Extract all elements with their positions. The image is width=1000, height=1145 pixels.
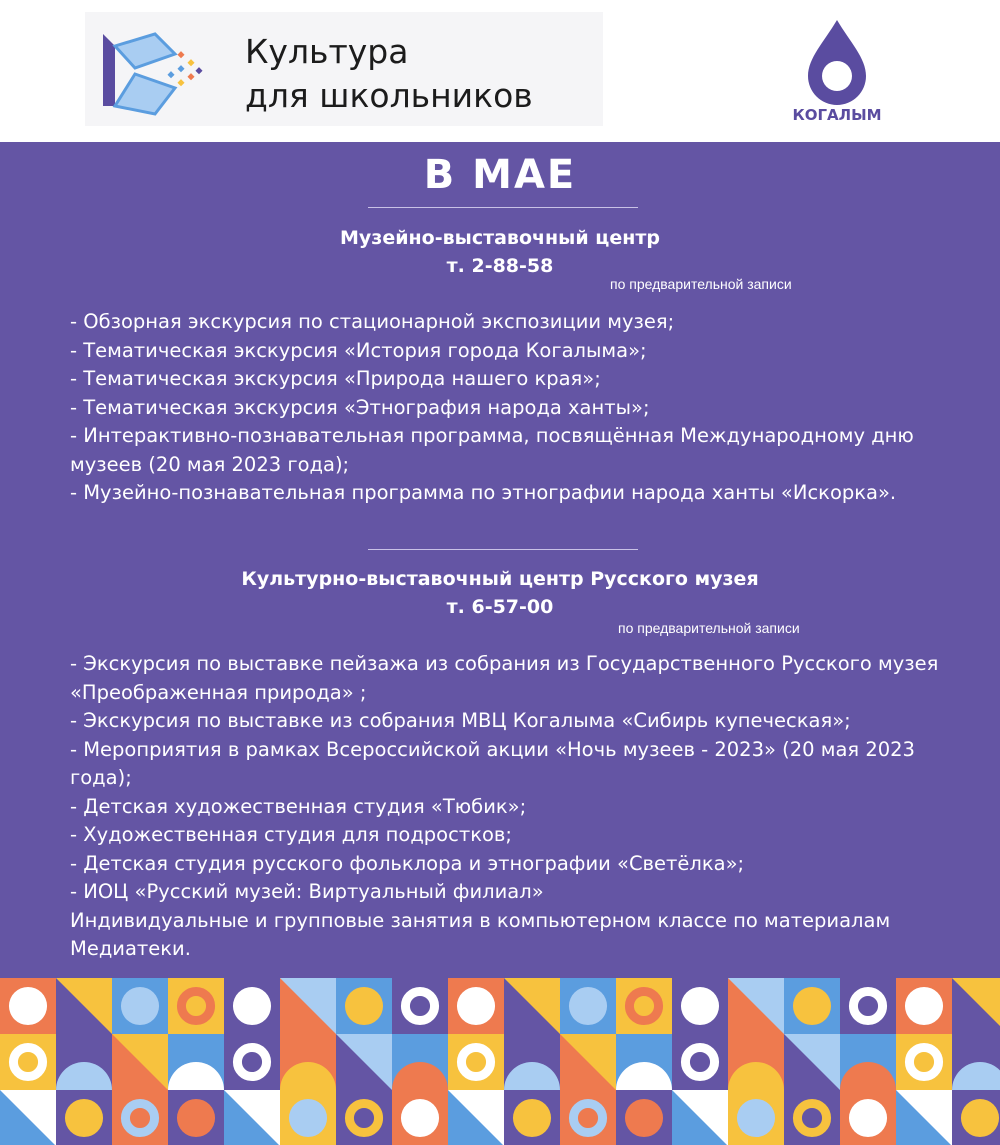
brand-logo [85,12,603,126]
pattern-tile [728,1034,784,1090]
pattern-tile [896,1034,952,1090]
pattern-tile [616,978,672,1034]
pattern-tile [952,1090,1000,1145]
section-2-phone: т. 6-57-00 [446,596,554,618]
section-1-note: по предварительной записи [610,276,792,292]
pattern-tile [896,1090,952,1145]
section-1-list [70,308,950,508]
pattern-tile [616,1090,672,1145]
drop-icon [782,18,892,108]
pattern-tile [280,1034,336,1090]
pattern-tile [392,1034,448,1090]
pattern-tile [168,1034,224,1090]
pattern-tile [560,1090,616,1145]
pattern-tile [672,1090,728,1145]
pattern-tile [168,978,224,1034]
pattern-tile [336,978,392,1034]
pattern-tile [224,1090,280,1145]
list-item: - Интерактивно-познавательная программа, посвящённая Международному дню музеев (20 мая 2023 года); [70,424,914,476]
list-item: - Детская художественная студия «Тюбик»; [70,794,527,818]
list-item: - Художественная студия для подростков; [70,823,512,846]
pattern-tile [952,978,1000,1034]
pattern-tile [504,1090,560,1145]
pattern-tile [672,1034,728,1090]
pattern-tile [336,1090,392,1145]
pattern-tile [504,978,560,1034]
pattern-tile [0,1034,56,1090]
brand-name [245,30,533,118]
pattern-tile [672,978,728,1034]
brand-logo-icon [95,22,205,118]
pattern-tile [616,1034,672,1090]
pattern-tile [784,978,840,1034]
pattern-tile [56,1090,112,1145]
list-item: - Экскурсия по выставке пейзажа из собрания из Государственного Русского музея «Преображенная природа» ; [70,652,939,704]
pattern-tile [336,1034,392,1090]
pattern-tile [448,1034,504,1090]
pattern-tile [784,1034,840,1090]
header [0,0,1000,142]
list-item: - Музейно-познавательная программа по этнографии народа ханты «Искорка». [70,481,897,504]
pattern-tile [504,1034,560,1090]
pattern-tile [224,1034,280,1090]
list-item: - Детская студия русского фольклора и этнографии «Светёлка»; [70,851,745,875]
pattern-tile [224,978,280,1034]
pattern-tile [392,1090,448,1145]
section-2-name: Культурно-выставочный центр Русского музея [241,568,759,590]
pattern-tile [560,978,616,1034]
city-logo [782,18,892,128]
pattern-tile [448,1090,504,1145]
list-item: - Обзорная экскурсия по стационарной экспозиции музея; [70,310,675,333]
pattern-tile [728,1090,784,1145]
page-title: В МАЕ [423,152,577,198]
city-name: КОГАЛЫМ [792,106,882,124]
divider [368,207,638,208]
pattern-tile [56,1034,112,1090]
pattern-tile [784,1090,840,1145]
pattern-tile [448,978,504,1034]
list-item: Индивидуальные и групповые занятия в компьютерном классе по материалам Медиатеки. [70,908,891,960]
brand-line-2: для школьников [245,76,533,115]
pattern-tile [840,1034,896,1090]
divider [368,549,638,550]
pattern-tile [0,978,56,1034]
list-item: - Тематическая экскурсия «История города Когалыма»; [70,338,647,362]
section-1-name: Музейно-выставочный центр [340,227,660,249]
pattern-tile [560,1034,616,1090]
pattern-tile [112,978,168,1034]
list-item: - Тематическая экскурсия «Природа нашего края»; [70,367,601,390]
pattern-tile [728,978,784,1034]
pattern-tile [896,978,952,1034]
brand-line-1: Культура [245,32,409,71]
pattern-tile [112,1034,168,1090]
pattern-tile [280,1090,336,1145]
section-2-note: по предварительной записи [618,620,800,636]
pattern-tile [840,978,896,1034]
section-2-list [70,650,950,964]
list-item: - Экскурсия по выставке из собрания МВЦ Когалыма «Сибирь купеческая»; [70,709,851,732]
pattern-tile [280,978,336,1034]
pattern-tile [168,1090,224,1145]
decorative-pattern [0,978,1000,1145]
list-item: - Тематическая экскурсия «Этнография народа ханты»; [70,395,650,419]
pattern-tile [0,1090,56,1145]
pattern-tile [840,1090,896,1145]
pattern-tile [56,978,112,1034]
pattern-tiles [0,978,1000,1145]
list-item: - ИОЦ «Русский музей: Виртуальный филиал» [70,880,544,903]
section-1-phone: т. 2-88-58 [446,255,554,277]
pattern-tile [112,1090,168,1145]
pattern-tile [952,1034,1000,1090]
pattern-tile [392,978,448,1034]
list-item: - Мероприятия в рамках Всероссийской акции «Ночь музеев - 2023» (20 мая 2023 года); [70,737,915,789]
